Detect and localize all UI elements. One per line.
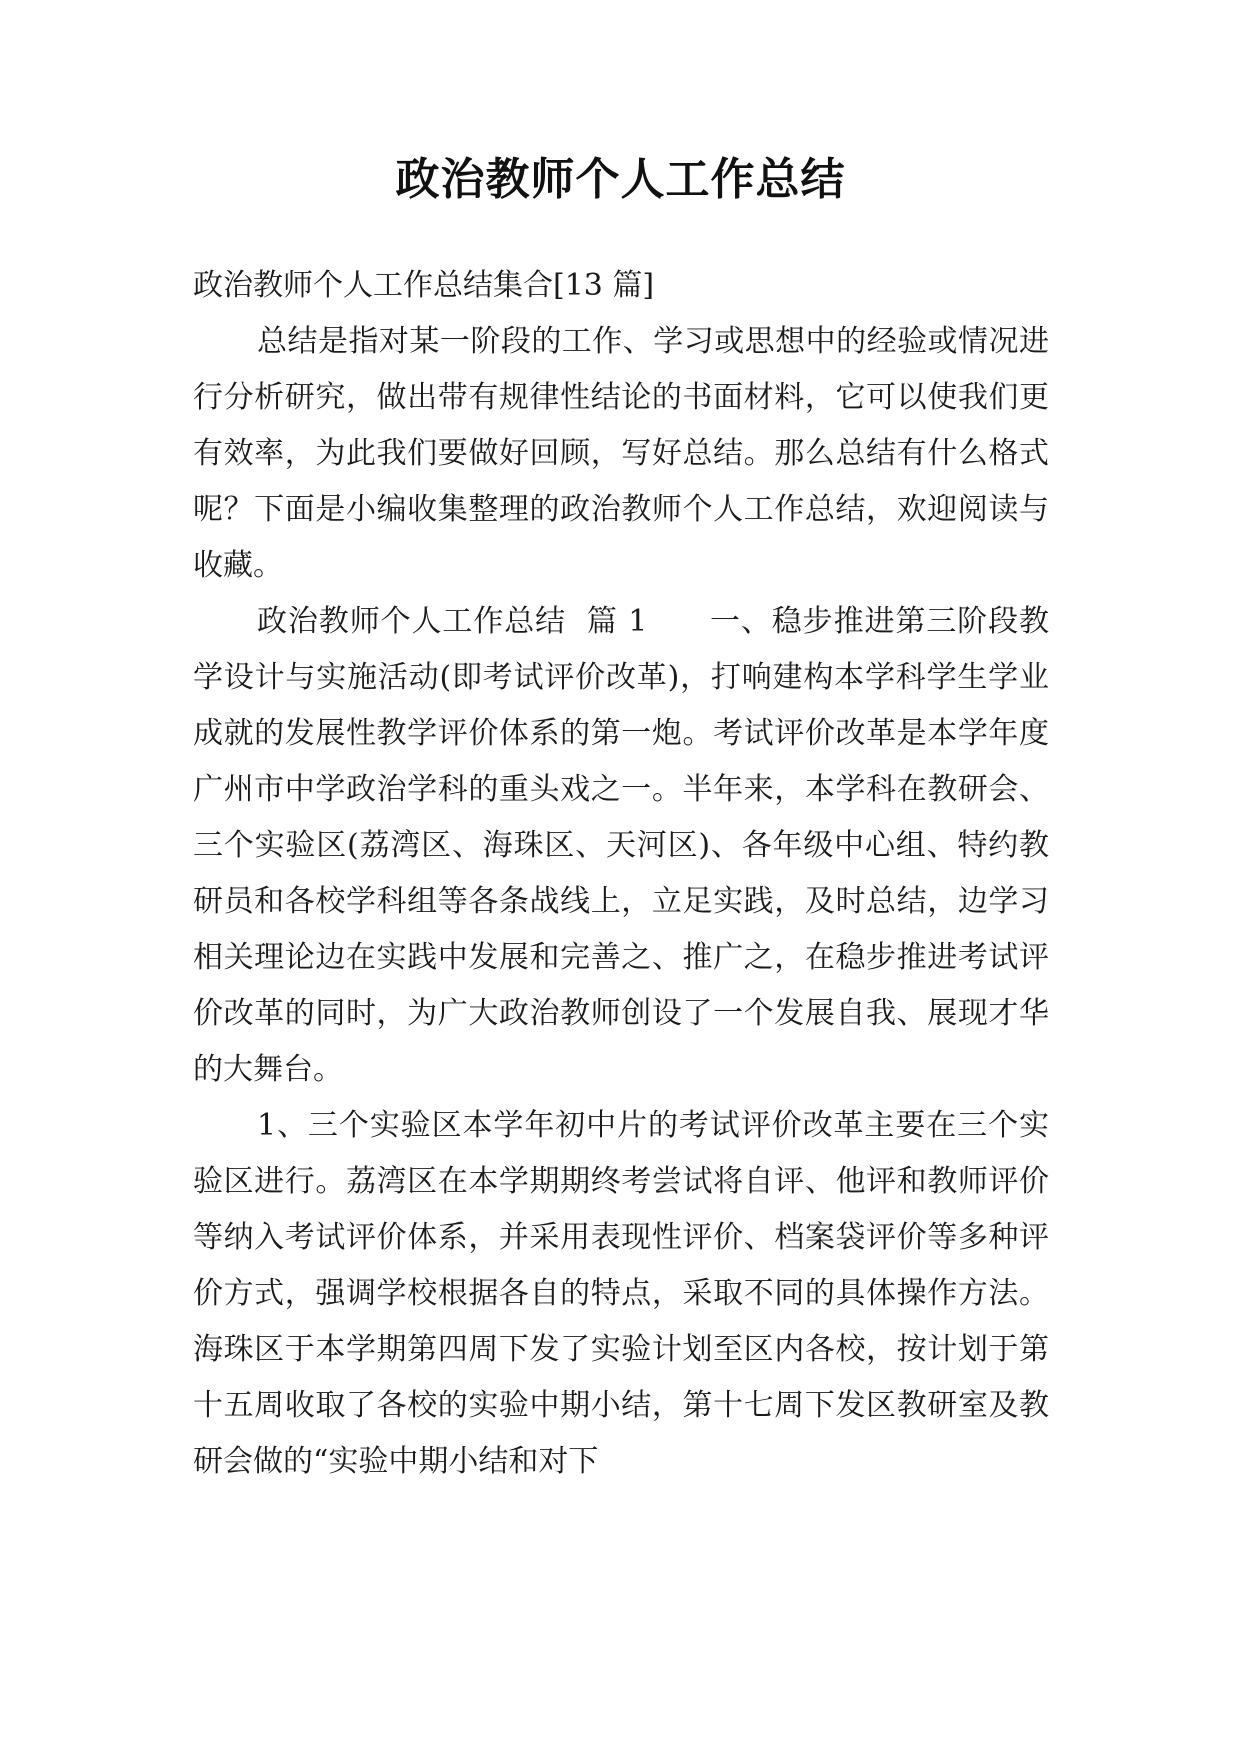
document-title: 政治教师个人工作总结 [395,154,846,205]
document-subtitle: 政治教师个人工作总结集合[13 篇] [193,268,655,303]
section-1-paragraph: 政治教师个人工作总结 篇 1 一、稳步推进第三阶段教学设计与实施活动(即考试评价改革)，打响建构本学科学生学业成就的发展性教学评价体系的第一炮。考试评价改革是本学年度广州市中学政治学科的重头戏之一。半年来，本学科在教研会、三个实验区(荔湾区、海珠区、天河区)、各年级中心组、特约教研员和各校学科组等各条战线上，立足实践，及时总结，边学习相关理论边在实践中发展和完善之、推广之，在稳步推进考试评价改革的同时，为广大政治教师创设了一个发展自我、展现才华的大舞台。 [193,604,1049,1087]
subsection-1-paragraph: 1、三个实验区本学年初中片的考试评价改革主要在三个实验区进行。荔湾区在本学期期终考尝试将自评、他评和教师评价等纳入考试评价体系，并采用表现性评价、档案袋评价等多种评价方式，强调学校根据各自的特点，采取不同的具体操作方法。海珠区于本学期第四周下发了实验计划至区内各校，按计划于第十五周收取了各校的实验中期小结，第十七周下发区教研室及教研会做的“实验中期小结和对下 [193,1108,1049,1479]
document-body [193,258,1049,1490]
intro-paragraph: 总结是指对某一阶段的工作、学习或思想中的经验或情况进行分析研究，做出带有规律性结论的书面材料，它可以使我们更有效率，为此我们要做好回顾，写好总结。那么总结有什么格式呢？下面是小编收集整理的政治教师个人工作总结，欢迎阅读与收藏。 [193,324,1049,583]
